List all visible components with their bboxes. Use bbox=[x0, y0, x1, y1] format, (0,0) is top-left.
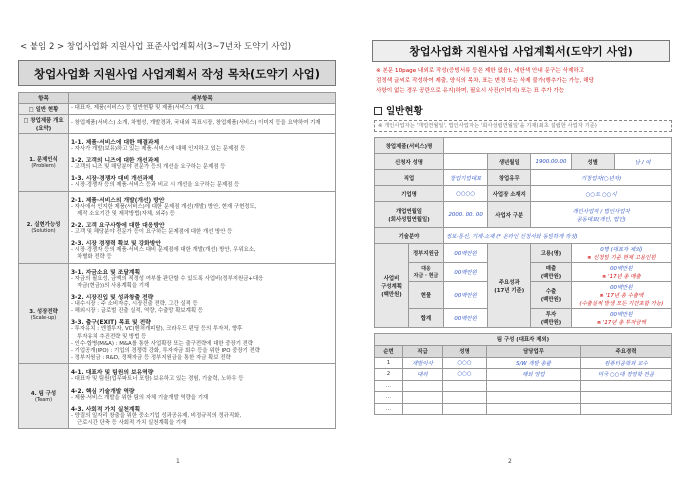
gender-value[interactable]: 남 / 여 bbox=[614, 154, 671, 170]
employ-value[interactable]: 0명 (대표자 제외) ※ 신청일 기준 현재 고용인원 bbox=[571, 244, 671, 263]
team-cell[interactable] bbox=[443, 392, 487, 404]
toc-detail-line: 자금(현금))의 사용계획을 기재 bbox=[77, 282, 150, 289]
team-row bbox=[375, 357, 672, 369]
toc-detail-line: - 기업공개(IPO) : 기업의 경쟁력 강화, 투자자금 회수 등을 위한 IPO 중장기 전략 bbox=[71, 348, 261, 355]
birth-label: 생년월일 bbox=[488, 154, 531, 170]
toc-detail-line: 근로시간 단축 등 사회적 가치 실천계획을 기재 bbox=[77, 420, 187, 427]
cash-value[interactable]: 00백만원 bbox=[443, 263, 487, 282]
page1-title: 창업사업화 지원사업 사업계획서 작성 목차(도약기 사업) bbox=[18, 60, 336, 86]
applicant-label: 신청자 성명 bbox=[375, 154, 444, 170]
page-number-1: 1 bbox=[176, 458, 180, 465]
biz-type-value[interactable]: 개인사업자 / 법인사업자 공동대표(개인, 법인) bbox=[531, 202, 672, 228]
employ-label: 고용(명) bbox=[531, 244, 571, 263]
open-date-label: 개업연월일 (회사성립연월일) bbox=[375, 202, 444, 228]
toc-detail-line: - 자사에서 인지한 제품(서비스)에 대한 문제점 개선(개발) 방안, 현재 구현정도, bbox=[71, 203, 257, 210]
team-cell[interactable]: S/W 개발 총괄 bbox=[487, 357, 581, 369]
toc-header-item: 항목 bbox=[19, 93, 69, 104]
cash-label: 대응 자금 · 현금 bbox=[409, 263, 444, 282]
toc-detail-line: 1-3. 시장·경쟁자 대비 개선과제 bbox=[71, 176, 154, 183]
general-info-table bbox=[374, 137, 672, 328]
job-label: 직업 bbox=[375, 170, 444, 186]
toc-row bbox=[19, 115, 336, 134]
team-cell[interactable]: ... bbox=[375, 380, 403, 392]
toc-row bbox=[19, 364, 336, 429]
toc-detail-line: 차별화 전략 등 bbox=[77, 254, 112, 261]
company-value[interactable]: ○○○○ bbox=[443, 186, 487, 202]
team-cell[interactable] bbox=[487, 392, 581, 404]
sales-label: 매출 (백만원) bbox=[531, 263, 571, 282]
toc-detail bbox=[69, 104, 336, 115]
team-row bbox=[375, 369, 672, 381]
inkind-label: 현물 bbox=[409, 282, 444, 309]
toc-row bbox=[19, 134, 336, 192]
toc-table bbox=[18, 92, 336, 429]
job-value[interactable]: 창업기업대표 bbox=[443, 170, 487, 186]
page-number-2: 2 bbox=[508, 458, 512, 465]
sales-value[interactable]: 00백만원 ※ '17년 총 매출 bbox=[571, 263, 671, 282]
toc-detail-line: - 제품·서비스 개발을 위한 팀의 자체 기술개발 역량을 기재 bbox=[71, 394, 209, 401]
total-label: 합계 bbox=[409, 309, 444, 328]
team-cell[interactable]: 미국 ○○대 경영학 전공 bbox=[581, 369, 672, 381]
toc-header-detail: 세부항목 bbox=[69, 93, 336, 104]
team-cell[interactable]: ○○○ bbox=[443, 357, 487, 369]
location-label: 사업장 소재지 bbox=[488, 186, 531, 202]
toc-detail-line: 투자유치 추진전략 및 방법 등 bbox=[77, 333, 147, 340]
biz-type-label: 사업자 구분 bbox=[488, 202, 531, 228]
toc-detail-line: 2-3. 시장 경쟁력 확보 및 강화방안 bbox=[71, 241, 161, 248]
team-cell[interactable] bbox=[403, 392, 443, 404]
tech-value[interactable]: 정보·통신, 기계·소재 (* 온라인 신청서와 동일하게 작성) bbox=[443, 228, 671, 244]
export-label: 수출 (백만원) bbox=[531, 282, 571, 309]
team-cell[interactable]: ... bbox=[375, 403, 403, 415]
toc-category: □ 창업제품 개요(요약) bbox=[19, 115, 69, 134]
toc-detail bbox=[69, 263, 336, 364]
toc-category: 1. 문제인식 (Problem) bbox=[19, 134, 69, 192]
toc-detail-line: 2-1. 제품·서비스의 개발(개선) 방안 bbox=[71, 197, 165, 204]
toc-detail-line: - 내수시장 : 주 소비자층, 시장진출 전략, 그간 실적 등 bbox=[71, 301, 198, 308]
toc-detail-line: - 창업제품(서비스) 소개, 차별성, 개발경과, 국내외 목표시장, 창업제품(서비스) 이미지 등을 요약하여 기재 bbox=[71, 120, 321, 127]
toc-detail-line: - 해외시장 : 글로벌 진출 실적, 역량, 수출망 확보계획 등 bbox=[71, 308, 203, 315]
toc-detail-line: 2-2. 고객 요구사항에 대한 대응방안 bbox=[71, 223, 165, 230]
toc-detail-line: - 자금의 필요성, 금액의 적정성 여부를 판단할 수 있도록 사업비(정부지원금+대응 bbox=[71, 275, 264, 282]
team-cell[interactable] bbox=[581, 392, 672, 404]
product-value[interactable] bbox=[443, 138, 671, 154]
attachment-caption: < 붙임 2 > 창업사업화 지원사업 표준사업계획서(3~7년차 도약기 사업) bbox=[20, 42, 292, 52]
toc-category: □ 일반 현황 bbox=[19, 104, 69, 115]
team-cell[interactable]: 개발이사 bbox=[403, 357, 443, 369]
page2-title: 창업사업화 지원사업 사업계획서(도약기 사업) bbox=[372, 40, 670, 62]
section-general-status: 일반현황 bbox=[374, 103, 423, 117]
team-row bbox=[375, 392, 672, 404]
toc-row bbox=[19, 191, 336, 263]
toc-detail-line: 4-3. 사회적 가치 실천계획 bbox=[71, 406, 141, 413]
team-cell[interactable]: 1 bbox=[375, 357, 403, 369]
team-header: 주요경력 bbox=[581, 345, 672, 357]
team-header: 담당업무 bbox=[487, 345, 581, 357]
toc-category: 3. 성장전략 (Scale-up) bbox=[19, 263, 69, 364]
toc-row bbox=[19, 263, 336, 364]
note-line: 사항이 없는 경우 공란으로 유지)하며, 필요시 사진(이미지) 또는 표 추가 가능 bbox=[376, 88, 565, 94]
team-cell[interactable]: ○○○ bbox=[443, 369, 487, 381]
remark-box: ※ 개인사업자는 '개업연월일', 법인사업자는 '회사성립연월일'을 기재(최초 설립한 사업자 기준) bbox=[374, 120, 672, 132]
toc-detail bbox=[69, 115, 336, 134]
team-cell[interactable]: 컴퓨터공학과 교수 bbox=[581, 357, 672, 369]
toc-detail-line: - 대표자 및 팀원(업무파트너 포함) 보유하고 있는 경험, 기술력, 노하우 등 bbox=[71, 376, 244, 383]
tech-label: 기술분야 bbox=[375, 228, 444, 244]
team-cell[interactable] bbox=[487, 380, 581, 392]
team-cell[interactable] bbox=[581, 403, 672, 415]
note-line: ※ 본문 10page 내외로 작성(증빙서류 등은 제한 없음), 세한색 안내 문구는 삭제하고 bbox=[376, 68, 585, 74]
team-cell[interactable] bbox=[443, 403, 487, 415]
toc-detail-line: 제작 소요기간 및 제작방법(자체, 외주) 등 bbox=[77, 210, 175, 217]
gov-grant-value[interactable]: 00백만원 bbox=[443, 244, 487, 263]
toc-detail-line: 3-3. 출구(EXIT) 목표 및 전략 bbox=[71, 320, 151, 327]
team-table bbox=[374, 333, 672, 415]
toc-category: 4. 팀 구성 (Team) bbox=[19, 364, 69, 429]
gov-grant-label: 정부지원금 bbox=[409, 244, 444, 263]
team-cell[interactable]: 해외 영업 bbox=[487, 369, 581, 381]
toc-detail-line: 4-1. 대표자 및 팀원의 보유역량 bbox=[71, 370, 154, 377]
toc-detail-line: - 투자유치 : 엔젤투자, VC(벤처캐피탈), 크라우드 펀딩 등의 투자처, 향후 bbox=[71, 326, 243, 333]
team-cell[interactable]: ... bbox=[375, 392, 403, 404]
toc-detail-line: 3-2. 시장진입 및 성과창출 전략 bbox=[71, 295, 154, 302]
toc-category: 2. 실현가능성 (Solution) bbox=[19, 191, 69, 263]
team-header: 순번 bbox=[375, 345, 403, 357]
toc-detail-line: 3-1. 자금소요 및 조달계획 bbox=[71, 269, 141, 276]
toc-detail-line: 4-2. 핵심 기술개발 역량 bbox=[71, 388, 135, 395]
team-row bbox=[375, 403, 672, 415]
invest-label: 투자 (백만원) bbox=[531, 309, 571, 328]
team-cell[interactable] bbox=[443, 380, 487, 392]
toc-detail-line: - 시장·경쟁자 등의 제품·서비스 대비 문제점에 대한 개발(개선) 방안, 우위요소, bbox=[71, 247, 256, 254]
note-line: 검정색 글씨로 작성하여 제출, 양식의 목차, 표는 변경 또는 삭제 불가(행추가는 가능, 해당 bbox=[376, 78, 594, 84]
toc-detail-line: - 정부지원금 : R&D, 정책자금 등 정부지원금을 통한 자금 확보 전략 bbox=[71, 355, 231, 362]
results-label: 주요성과 (17년 기준) bbox=[488, 244, 531, 328]
position-label: 창업유무 bbox=[488, 170, 531, 186]
open-date-value[interactable]: 2000. 00. 00 bbox=[443, 202, 487, 228]
product-label: 창업제품(서비스)명 bbox=[375, 138, 444, 154]
toc-detail-line: - 시장·경쟁자 등의 제품·서비스 등과 비교 시 개선을 요구하는 문제점 등 bbox=[71, 182, 240, 189]
toc-detail-line: - 고객 및 해당분야 전문가 등이 요구하는 문제점에 대한 개선 방안 등 bbox=[71, 229, 233, 236]
toc-detail-line: - 양질의 일자리 창출을 위한 중소기업 성과공유제, 비정규직의 정규직화, bbox=[71, 412, 242, 419]
toc-header-row bbox=[19, 93, 336, 104]
invest-value[interactable]: 00백만원 ※ '17년 총 투자금액 bbox=[571, 309, 671, 328]
toc-detail-line: - 고객의 니즈 및 해당분야 전문가 등의 개선을 요구하는 문제점 등 bbox=[71, 164, 226, 171]
toc-detail-line: 1-2. 고객의 니즈에 대한 개선과제 bbox=[71, 158, 159, 165]
team-row bbox=[375, 380, 672, 392]
team-cell[interactable] bbox=[581, 380, 672, 392]
location-value[interactable]: ○○도 ○○시 bbox=[531, 186, 672, 202]
toc-detail-line: 1-1. 제품·서비스에 대한 해결과제 bbox=[71, 140, 160, 146]
company-label: 기업명 bbox=[375, 186, 444, 202]
checkbox-square-icon bbox=[374, 107, 382, 115]
position-value[interactable]: 기창업자(○년차) bbox=[531, 170, 672, 186]
team-cell[interactable] bbox=[403, 403, 443, 415]
team-header: 성명 bbox=[443, 345, 487, 357]
toc-detail bbox=[69, 134, 336, 192]
team-cell[interactable] bbox=[403, 380, 443, 392]
team-title: 팀 구성 (대표자 제외) bbox=[375, 334, 672, 346]
export-value[interactable]: 00백만원 ※ '17년 총 수출액 (수출실적 발생 모든 기간포함 가능) bbox=[571, 282, 671, 309]
budget-label: 사업비 구성계획 (백만원) bbox=[375, 244, 409, 328]
toc-detail bbox=[69, 191, 336, 263]
toc-detail-line: - 인수·합병(M&A) : M&A를 통한 사업확장 또는 출구전략에 대한 중장기 전략 bbox=[71, 340, 254, 347]
total-value[interactable]: 00백만원 bbox=[443, 309, 487, 328]
instruction-notes bbox=[376, 66, 672, 96]
applicant-value[interactable] bbox=[443, 154, 487, 170]
gender-label: 성별 bbox=[571, 154, 614, 170]
team-cell[interactable]: 2 bbox=[375, 369, 403, 381]
team-cell[interactable]: 대리 bbox=[403, 369, 443, 381]
inkind-value[interactable]: 00백만원 bbox=[443, 282, 487, 309]
team-cell[interactable] bbox=[487, 403, 581, 415]
toc-detail-line: - 자사가 개발(보유)하고 있는 제품·서비스에 대해 인지하고 있는 문제점 등 bbox=[71, 146, 246, 152]
toc-row bbox=[19, 104, 336, 115]
toc-detail-line: - 대표자, 제품(서비스) 등 일반현황 및 제품(서비스) 개요 bbox=[71, 105, 205, 112]
team-header: 직급 bbox=[403, 345, 443, 357]
toc-detail bbox=[69, 364, 336, 429]
birth-value[interactable]: 1900.00.00 bbox=[531, 154, 571, 170]
